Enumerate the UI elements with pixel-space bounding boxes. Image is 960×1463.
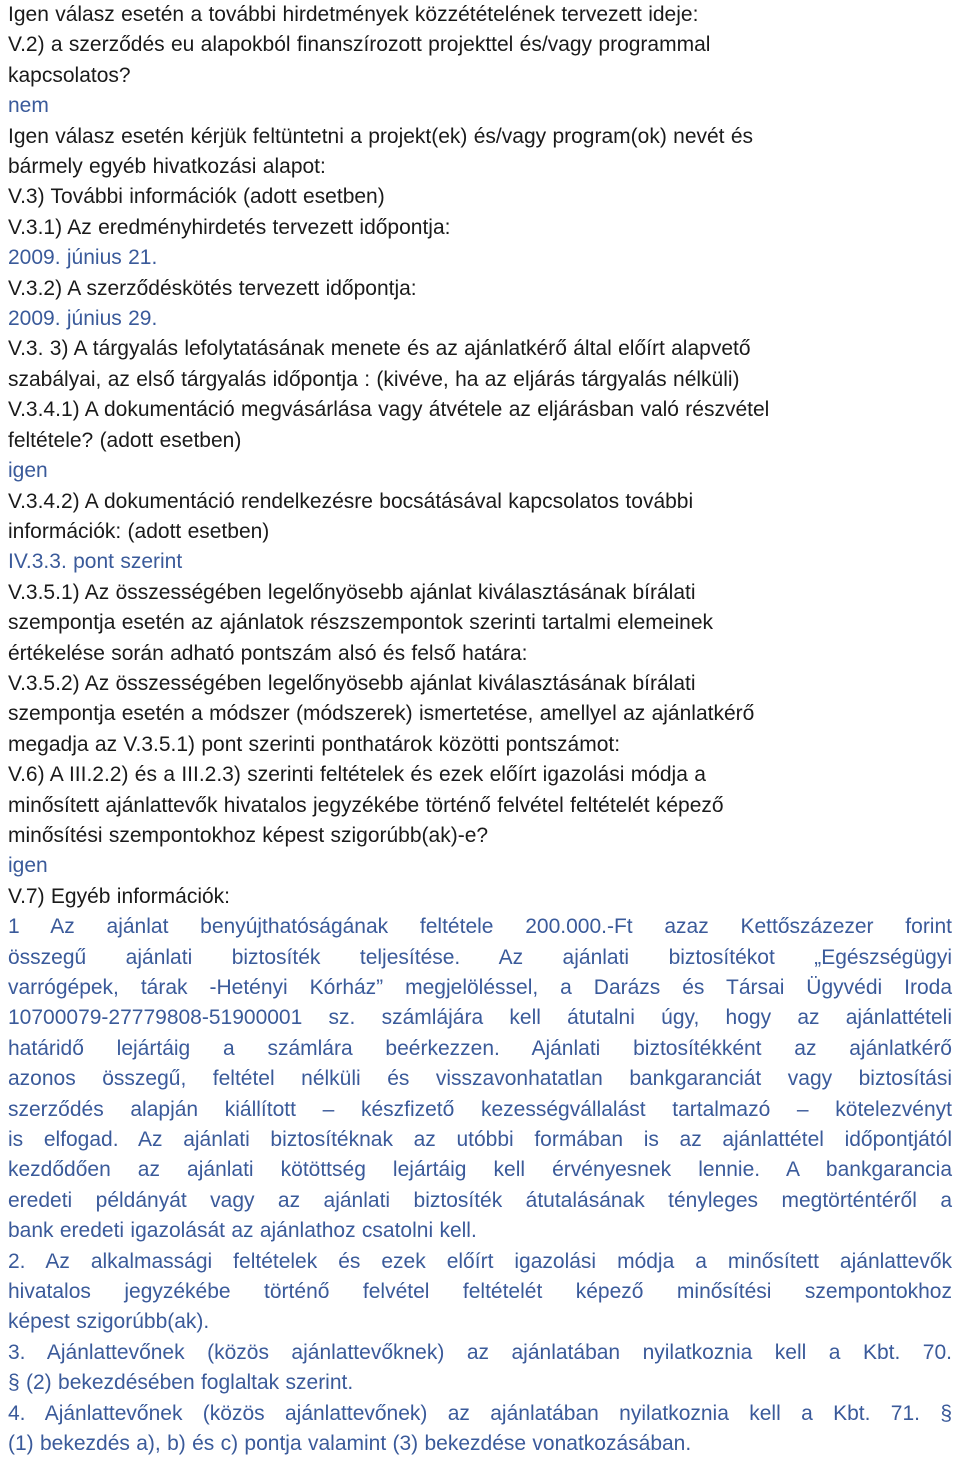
question-text-line: értékelése során adható pontszám alsó és felső határa: <box>8 641 528 665</box>
answer-text-line: 1 Az ajánlat benyújthatóságának feltétele 200.000.-Ft azaz Kettőszázezer forint <box>8 915 952 939</box>
answer-text-line: összegű ajánlati biztosíték teljesítése. Az ajánlati biztosítékot „Egészségügyi <box>8 945 952 969</box>
question-text-line: V.3.5.2) Az összességében legelőnyösebb ajánlat kiválasztásának bírálati <box>8 671 696 695</box>
answer-text-line: varrógépek, tárak -Hetényi Kórház” megjelöléssel, a Darázs és Társai Ügyvédi Iroda <box>8 976 952 999</box>
answer-text-line: IV.3.3. pont szerint <box>8 550 183 574</box>
answer-text-line: (1) bekezdés a), b) és c) pontja valamint (3) bekezdése vonatkozásában. <box>8 1432 692 1456</box>
answer-text-line: határidő lejártáig a számlára beérkezzen. Ajánlati biztosítékként az ajánlatkérő <box>8 1036 952 1060</box>
answer-text-line: 3. Ajánlattevőnek (közös ajánlattevőknek) az ajánlatában nyilatkoznia kell a Kbt. 70. <box>8 1340 952 1364</box>
question-text-line: kapcsolatos? <box>8 63 131 87</box>
question-text-line: bármely egyéb hivatkozási alapot: <box>8 155 326 179</box>
answer-text-line: hivatalos jegyzékébe történő felvétel feltételét képező minősítési szempontokhoz <box>8 1280 952 1304</box>
question-text-line: V.3.4.1) A dokumentáció megvásárlása vagy átvétele az eljárásban való részvétel <box>8 398 770 422</box>
answer-text-line: § (2) bekezdésében foglaltak szerint. <box>8 1371 354 1395</box>
question-text-line: szempontja esetén az ajánlatok részszempontok szerinti tartalmi elemeinek <box>8 611 714 635</box>
question-text-line: szempontja esetén a módszer (módszerek) ismertetése, amellyel az ajánlatkérő <box>8 702 755 726</box>
answer-text-line: igen <box>8 459 48 483</box>
question-text-line: Igen válasz esetén a további hirdetmények közzétételének tervezett ideje: <box>8 3 699 26</box>
answer-text-line: 2. Az alkalmassági feltételek és ezek előírt igazolási módja a minősített ajánlattevők <box>8 1249 952 1273</box>
answer-text-line: nem <box>8 94 49 118</box>
answer-text-line: szerződés alapján kiállított – készfizető kezességvállalást tartalmazó – kötelezvényt <box>8 1097 952 1121</box>
question-text-line: V.3.2) A szerződéskötés tervezett időpontja: <box>8 276 417 300</box>
question-text-line: V.3.5.1) Az összességében legelőnyösebb ajánlat kiválasztásának bírálati <box>8 580 696 604</box>
answer-text-line: 2009. június 29. <box>8 307 158 331</box>
answer-text-line: 4. Ajánlattevőnek (közös ajánlattevőnek) az ajánlatában nyilatkoznia kell a Kbt. 71. § <box>8 1401 952 1425</box>
answer-text-line: 2009. június 21. <box>8 246 158 270</box>
question-text-line: V.2) a szerződés eu alapokból finanszírozott projekttel és/vagy programmal <box>8 33 711 57</box>
question-text-line: szabályai, az első tárgyalás időpontja : (kivéve, ha az eljárás tárgyalás nélküli) <box>8 367 740 391</box>
question-text-line: V.3. 3) A tárgyalás lefolytatásának menete és az ajánlatkérő által előírt alapvető <box>8 337 751 361</box>
question-text-line: V.6) A III.2.2) és a III.2.3) szerinti feltételek és ezek előírt igazolási módja a <box>8 763 706 787</box>
answer-text-line: igen <box>8 854 48 878</box>
question-text-line: minősítési szempontokhoz képest szigorúbb(ak)-e? <box>8 823 489 847</box>
question-text-line: V.3.1) Az eredményhirdetés tervezett időpontja: <box>8 215 451 239</box>
question-text-line: információk: (adott esetben) <box>8 519 270 543</box>
answer-text-line: kezdődően az ajánlati kötöttség lejártáig kell érvényesnek lennie. A bankgarancia <box>8 1158 952 1182</box>
question-text-line: minősített ajánlattevők hivatalos jegyzékébe történő felvétel feltételét képező <box>8 793 724 817</box>
answer-text-line: 10700079-27779808-51900001 sz. számlájára kell átutalni úgy, hogy az ajánlattételi <box>8 1006 952 1030</box>
question-text-line: V.3) További információk (adott esetben) <box>8 185 385 209</box>
answer-text-line: eredeti példányát vagy az ajánlati biztosíték átutalásának tényleges megtörténtéről a <box>8 1188 952 1212</box>
question-text-line: megadja az V.3.5.1) pont szerinti ponthatárok közötti pontszámot: <box>8 732 621 756</box>
answer-text-line: képest szigorúbb(ak). <box>8 1310 210 1334</box>
answer-text-line: is elfogad. Az ajánlati biztosítéknak az utóbbi formában is az ajánlattétel időpontjától <box>8 1128 952 1152</box>
question-text-line: V.7) Egyéb információk: <box>8 884 231 908</box>
answer-text-line: bank eredeti igazolását az ajánlathoz csatolni kell. <box>8 1219 477 1243</box>
question-text-line: Igen válasz esetén kérjük feltüntetni a projekt(ek) és/vagy program(ok) nevét és <box>8 124 754 148</box>
answer-text-line: azonos összegű, feltétel nélküli és visszavonhatatlan bankgaranciát vagy biztosítási <box>8 1067 952 1091</box>
question-text-line: feltétele? (adott esetben) <box>8 428 242 452</box>
question-text-line: V.3.4.2) A dokumentáció rendelkezésre bocsátásával kapcsolatos további <box>8 489 694 513</box>
